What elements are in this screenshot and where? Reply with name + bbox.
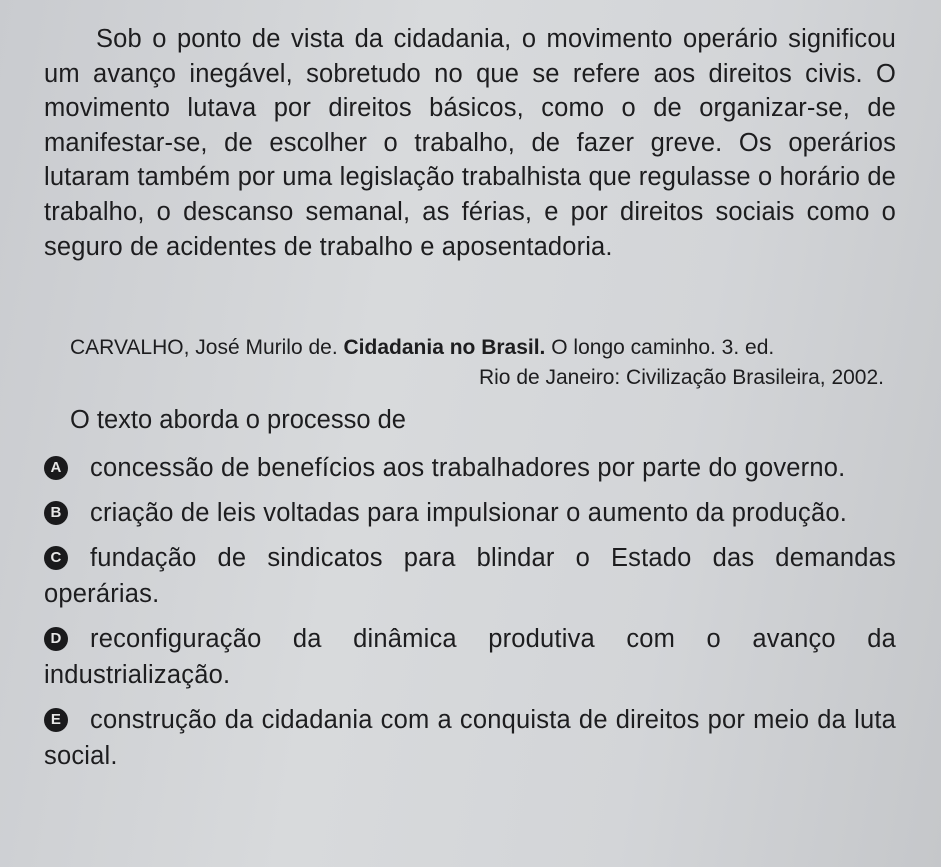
option-c[interactable] (44, 540, 896, 612)
question-stem: O texto aborda o processo de (70, 406, 406, 434)
passage-paragraph: Sob o ponto de vista da cidadania, o movimento operário significou um avanço inegável, sobretudo no que se refere aos direitos civis. O movimento lutava por direitos básicos, como o de organizar-se, de manifestar-se, de escolher o trabalho, de fazer greve. Os operários lutaram também por uma legislação trabalhista que regulasse o horário de trabalho, o descanso semanal, as férias, e por direitos sociais como o seguro de acidentes de trabalho e aposentadoria. (44, 25, 896, 261)
citation-line-1 (70, 333, 896, 363)
citation-title: Cidadania no Brasil. (343, 336, 546, 359)
option-b-letter-badge: B (44, 501, 68, 525)
option-b-text: criação de leis voltadas para impulsionar o aumento da produção. (90, 499, 847, 527)
citation-author: CARVALHO, José Murilo de. (70, 336, 338, 359)
citation-publisher: Rio de Janeiro: Civilização Brasileira, 2002. (478, 366, 884, 389)
option-a-letter-badge: A (44, 456, 68, 480)
option-e-text: construção da cidadania com a conquista de direitos por meio da luta social. (44, 706, 896, 770)
option-a[interactable] (44, 450, 896, 486)
option-e-letter-badge: E (44, 708, 68, 732)
reading-passage (44, 22, 896, 264)
source-citation (70, 333, 896, 393)
option-c-letter-badge: C (44, 546, 68, 570)
option-b[interactable] (44, 495, 896, 531)
option-d-letter-badge: D (44, 627, 68, 651)
citation-subtitle: O longo caminho. 3. ed. (551, 336, 775, 359)
answer-options (44, 450, 896, 783)
option-d-text: reconfiguração da dinâmica produtiva com o avanço da industrialização. (44, 625, 896, 689)
option-a-text: concessão de benefícios aos trabalhadores por parte do governo. (90, 454, 846, 482)
option-c-text: fundação de sindicatos para blindar o Estado das demandas operárias. (44, 544, 896, 608)
option-d[interactable] (44, 621, 896, 693)
option-e[interactable] (44, 702, 896, 774)
